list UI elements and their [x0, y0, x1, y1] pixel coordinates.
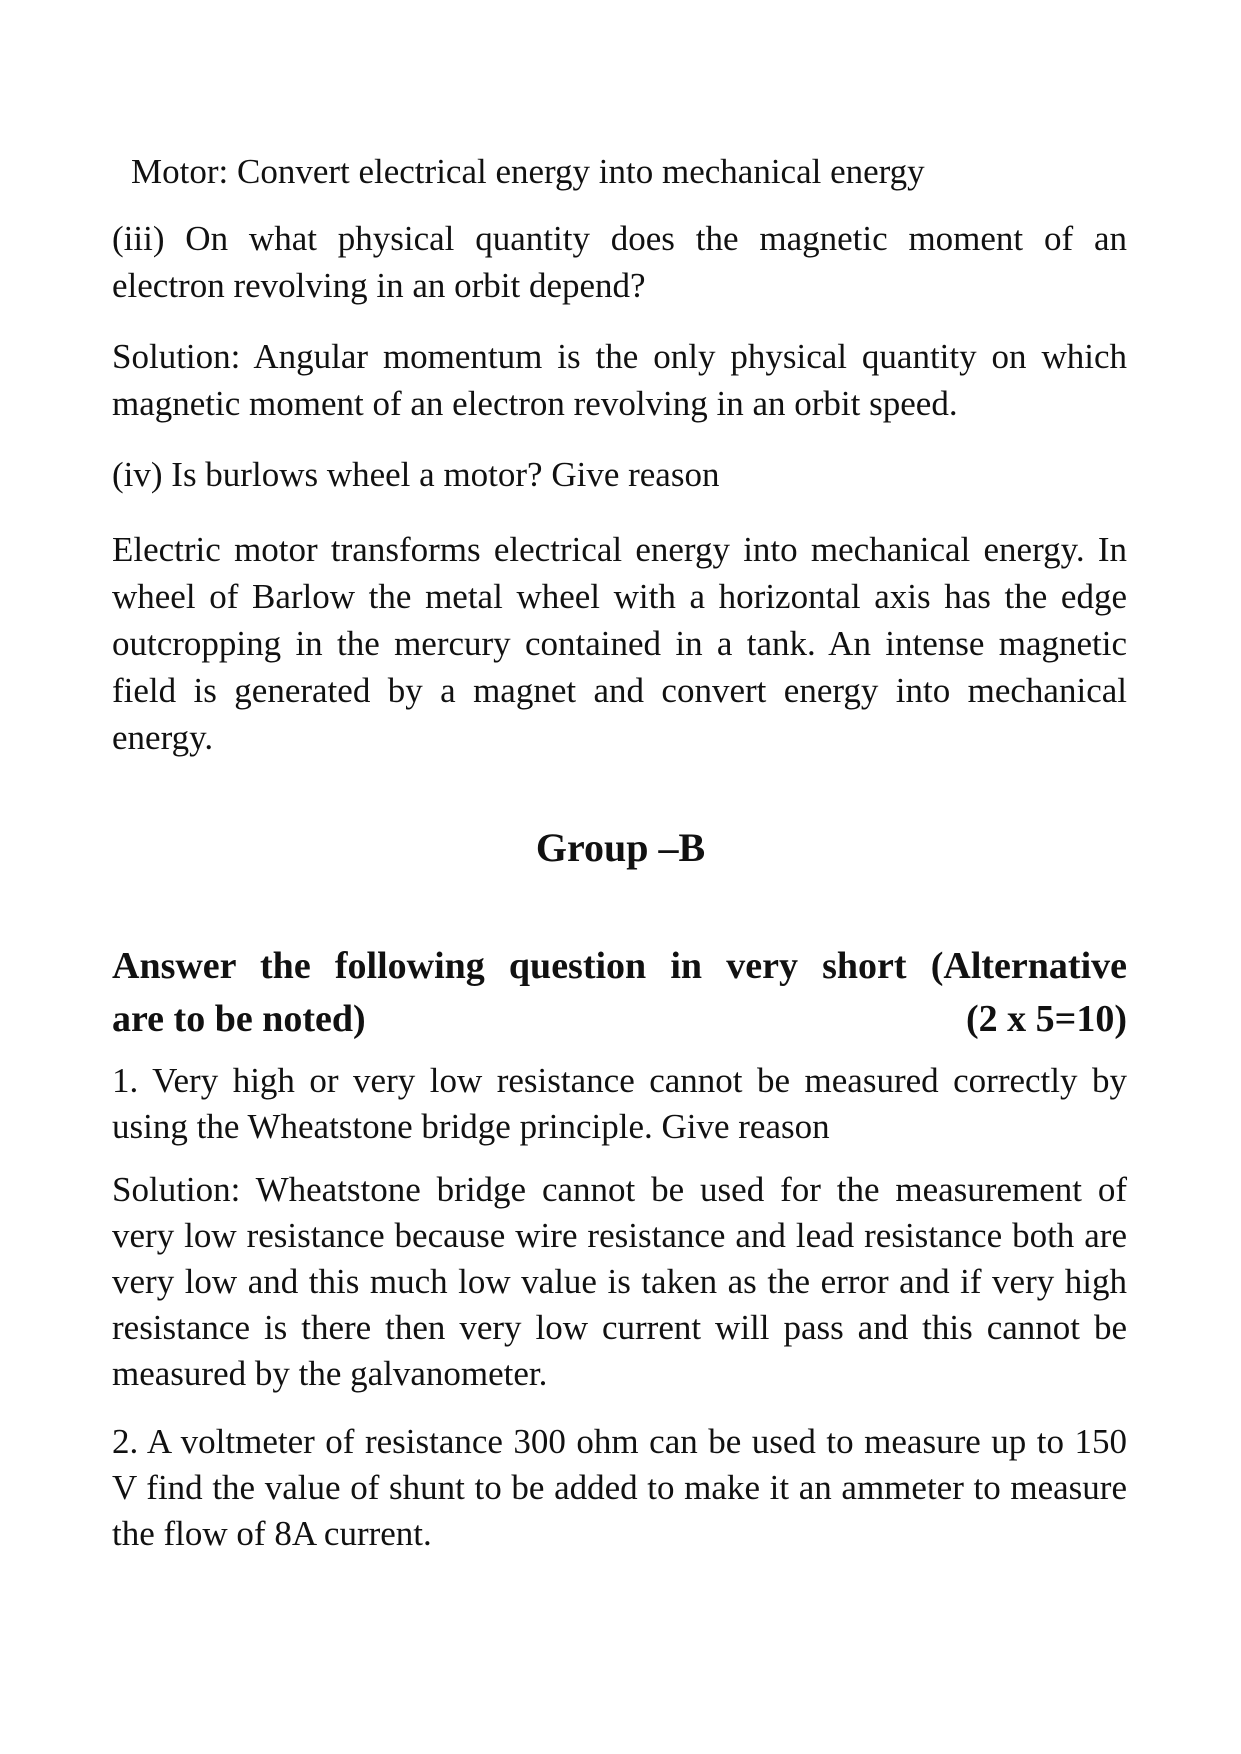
answer-iv: Electric motor transforms electrical energy into mechanical energy. In wheel of Barlow the metal wheel with a horizontal axis has the edge outcropping in the mercury contained in a tank. An intense magnetic field is generated by a magnet and convert energy into mechanical energy.	[112, 530, 1127, 757]
instruction-text: are to be noted)	[112, 998, 366, 1040]
question-iii: (iii) On what physical quantity does the magnetic moment of an electron revolving in an orbit depend?	[112, 219, 1127, 305]
question-2: 2. A voltmeter of resistance 300 ohm can be used to measure up to 150 V find the value of shunt to be added to make it an ammeter to measure the flow of 8A current.	[112, 1422, 1127, 1553]
solution-1: Solution: Wheatstone bridge cannot be used for the measurement of very low resistance because wire resistance and lead resistance both are very low and this much low value is taken as the error and if very high resistance is there then very low current will pass and this cannot be measured by the galvanometer.	[112, 1170, 1127, 1393]
instruction-line-1: Answer the following question in very short (Alternative	[112, 945, 1127, 987]
marks-label: (2 x 5=10)	[966, 998, 1127, 1040]
instruction-line-2	[112, 993, 1127, 1046]
solution-iii: Solution: Angular momentum is the only physical quantity on which magnetic moment of an electron revolving in an orbit speed.	[112, 337, 1127, 423]
group-heading: Group –B	[535, 825, 706, 870]
question-iv: (iv) Is burlows wheel a motor? Give reason	[112, 455, 720, 494]
question-1: 1. Very high or very low resistance cannot be measured correctly by using the Wheatstone bridge principle. Give reason	[112, 1061, 1127, 1146]
motor-definition: Motor: Convert electrical energy into mechanical energy	[131, 152, 925, 191]
